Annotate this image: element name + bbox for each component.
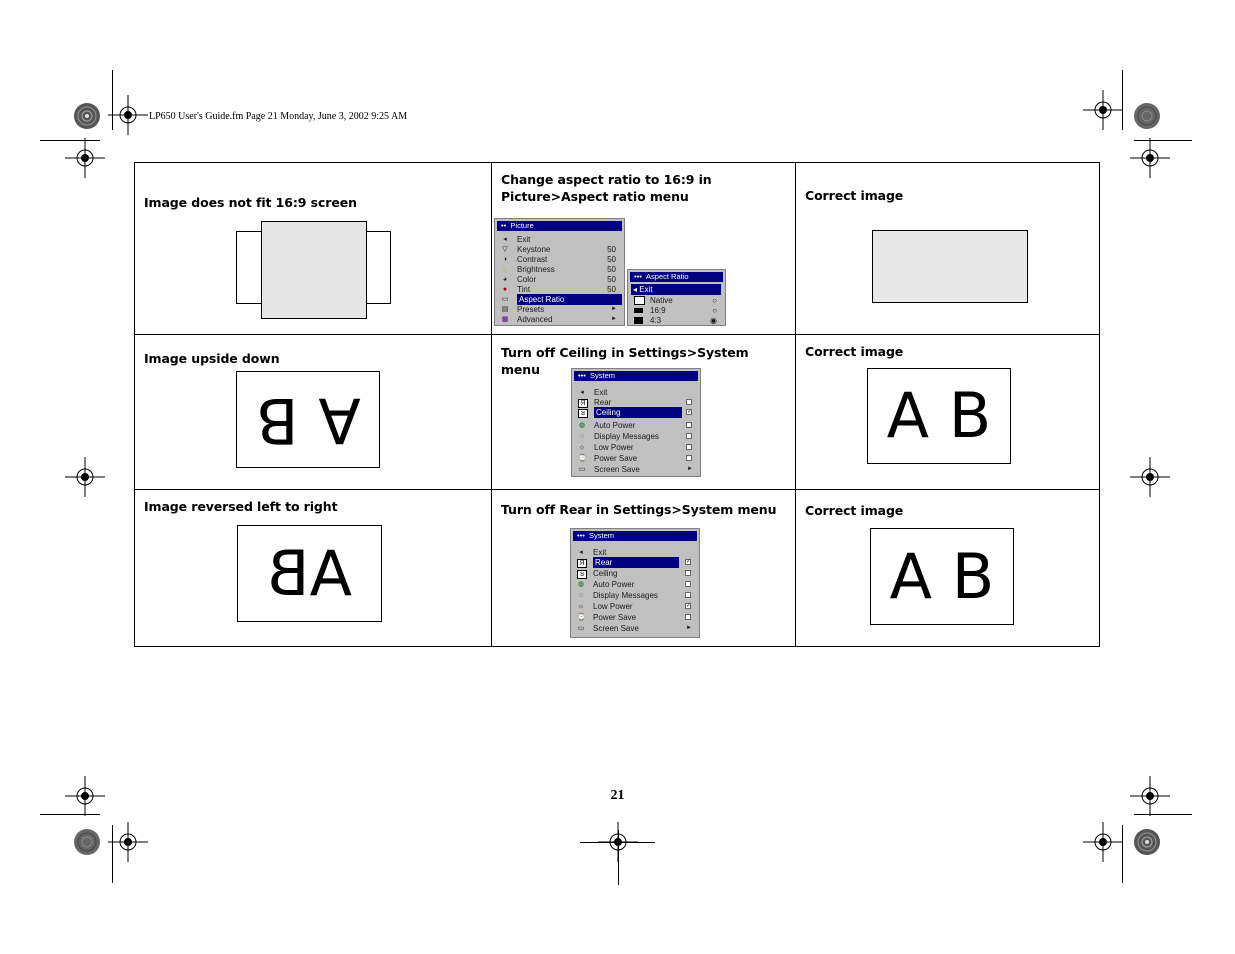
back-arrow-icon: ◂: [579, 549, 583, 556]
widescreen-icon: [634, 308, 643, 313]
ceiling-icon: ᴚ: [577, 570, 587, 579]
ceiling-checkbox[interactable]: [685, 570, 691, 576]
menu-item-screen-save[interactable]: ▭ Screen Save ►: [578, 465, 693, 474]
radio-icon: ○: [712, 306, 717, 315]
lamp-icon: ☼: [578, 444, 586, 451]
low-power-checkbox[interactable]: ✓: [686, 603, 692, 609]
display-messages-icon: ◌: [578, 592, 584, 599]
registration-target-icon: [65, 457, 105, 497]
troubleshooting-table: [134, 162, 1100, 647]
screen-save-icon: ▭: [578, 466, 586, 473]
row-divider: [135, 334, 1099, 335]
presets-icon: ▤: [501, 306, 509, 313]
reversed-image-illustration: [237, 525, 382, 622]
display-messages-checkbox[interactable]: [686, 433, 692, 439]
aspect-icon: ▭: [501, 296, 509, 303]
standard-screen-icon: [634, 317, 643, 324]
brightness-icon: ☼: [501, 266, 509, 273]
registration-target-icon: [108, 822, 148, 862]
menu-item-auto-power[interactable]: ◍ Auto Power: [571, 579, 699, 590]
registration-target-icon: [108, 95, 148, 135]
rear-icon: Я: [578, 399, 588, 408]
color-bar-rosette-icon: [1133, 102, 1161, 130]
mirrored-letters: AB: [267, 536, 352, 610]
correct-image-illustration: [872, 230, 1028, 303]
menu-item-contrast[interactable]: ◑ Contrast 50: [502, 255, 616, 264]
menu-item-low-power[interactable]: ☼ Low Power ✓: [577, 602, 692, 611]
contrast-icon: ◑: [502, 256, 508, 263]
back-arrow-icon: ◂: [503, 236, 507, 243]
problem-label: Image does not fit 16:9 screen: [144, 195, 357, 210]
menu-item-brightness[interactable]: ☼ Brightness 50: [501, 265, 616, 274]
picture-menu-title: •• Picture: [497, 221, 622, 231]
menu-item-ceiling[interactable]: ᴚ Ceiling ✓: [572, 407, 700, 418]
low-power-checkbox[interactable]: [686, 444, 692, 450]
solution-label: Change aspect ratio to 16:9 in Picture>Aspect ratio menu: [501, 172, 712, 204]
rear-checkbox[interactable]: [686, 399, 692, 405]
power-save-icon: ⌚: [577, 614, 586, 621]
system-menu-title: ••• System: [573, 531, 697, 541]
crop-mark: [618, 830, 619, 885]
menu-item-rear[interactable]: Я Rear ✓: [571, 557, 699, 568]
keystone-icon: ▽: [502, 246, 508, 253]
menu-item-exit[interactable]: ◂ Exit: [495, 234, 624, 245]
power-save-checkbox[interactable]: [686, 455, 692, 461]
aspect-item-exit[interactable]: [628, 284, 725, 295]
page-number: 21: [610, 788, 625, 803]
auto-power-checkbox[interactable]: [686, 422, 692, 428]
system-menu: [571, 368, 701, 477]
result-label: Correct image: [805, 503, 904, 518]
aspect-ratio-menu-title: ••• Aspect Ratio: [630, 272, 723, 282]
radio-icon: ○: [712, 296, 717, 305]
menu-item-color[interactable]: ◕ Color 50: [502, 275, 616, 284]
color-bar-rosette-icon: [73, 102, 101, 130]
registration-target-icon: [1130, 457, 1170, 497]
native-frame-icon: [634, 296, 645, 305]
advanced-icon: ▦: [501, 316, 509, 323]
rotated-letters: A B: [255, 383, 361, 457]
menu-item-rear[interactable]: Я Rear: [572, 397, 700, 408]
aspect-item-native[interactable]: Native ○: [628, 295, 725, 306]
menu-item-aspect-ratio[interactable]: ▭ Aspect Ratio: [495, 294, 624, 305]
upside-down-image-illustration: [236, 371, 380, 468]
submenu-arrow-icon: ►: [686, 625, 692, 631]
ceiling-checkbox[interactable]: ✓: [687, 409, 693, 415]
aspect-ratio-menu: [627, 269, 726, 326]
lamp-icon: ☼: [577, 603, 585, 610]
solution-label: Turn off Ceiling in Settings>System menu: [501, 345, 749, 377]
menu-item-display-messages[interactable]: ◌ Display Messages: [571, 590, 699, 601]
solution-label: Turn off Rear in Settings>System menu: [501, 502, 777, 517]
picture-menu: [494, 218, 625, 326]
registration-target-icon: [65, 138, 105, 178]
menu-item-advanced[interactable]: ▦ Advanced ►: [501, 315, 617, 324]
menu-item-auto-power[interactable]: ◍ Auto Power: [572, 420, 700, 431]
correct-image-illustration: [867, 368, 1011, 464]
tint-icon: ●: [502, 286, 508, 293]
back-arrow-icon: ◂ Exit: [631, 284, 721, 295]
back-arrow-icon: ◂: [580, 389, 584, 396]
color-icon: ◕: [502, 276, 508, 283]
menu-item-exit[interactable]: ◂ Exit: [572, 387, 700, 398]
auto-power-icon: ◍: [577, 581, 585, 588]
power-save-checkbox[interactable]: [685, 614, 691, 620]
color-bar-rosette-icon: [73, 828, 101, 856]
menu-item-display-messages[interactable]: ◌ Display Messages: [572, 431, 700, 442]
column-divider: [795, 163, 796, 646]
projected-image: [261, 221, 367, 319]
auto-power-checkbox[interactable]: [685, 581, 691, 587]
row-divider: [135, 489, 1099, 490]
problem-label: Image upside down: [144, 351, 280, 366]
problem-label: Image reversed left to right: [144, 499, 338, 514]
menu-item-power-save[interactable]: ⌚ Power Save: [571, 612, 699, 623]
registration-target-icon: [1130, 138, 1170, 178]
upright-letters: A B: [886, 379, 992, 452]
submenu-arrow-icon: ►: [611, 316, 617, 322]
rear-checkbox[interactable]: ✓: [686, 559, 692, 565]
menu-item-tint[interactable]: ● Tint 50: [502, 285, 616, 294]
menu-item-keystone[interactable]: ▽ Keystone 50: [502, 245, 616, 254]
aspect-item-4-3[interactable]: 4:3 ◉: [628, 315, 725, 326]
submenu-arrow-icon: ►: [687, 466, 693, 472]
menu-item-screen-save[interactable]: ▭ Screen Save ►: [577, 624, 692, 633]
display-messages-checkbox[interactable]: [685, 592, 691, 598]
registration-target-icon: [1083, 822, 1123, 862]
system-menu: [570, 528, 700, 638]
menu-item-ceiling[interactable]: ᴚ Ceiling: [571, 568, 699, 579]
aspect-item-16-9[interactable]: 16:9 ○: [628, 305, 725, 316]
display-messages-icon: ◌: [579, 433, 585, 440]
color-bar-rosette-icon: [1133, 828, 1161, 856]
submenu-arrow-icon: ►: [611, 306, 617, 312]
ceiling-icon: ᴚ: [578, 409, 588, 418]
system-menu-title: ••• System: [574, 371, 698, 381]
menu-item-presets[interactable]: ▤ Presets ►: [501, 305, 617, 314]
menu-item-low-power[interactable]: ☼ Low Power: [572, 442, 700, 453]
rear-icon: Я: [577, 559, 587, 568]
result-label: Correct image: [805, 344, 904, 359]
upright-letters: A B: [889, 539, 995, 613]
result-label: Correct image: [805, 188, 904, 203]
menu-item-exit[interactable]: ◂ Exit: [571, 547, 699, 558]
file-header: LP650 User's Guide.fm Page 21 Monday, June 3, 2002 9:25 AM: [149, 111, 408, 122]
screen-save-icon: ▭: [577, 625, 585, 632]
registration-target-icon: [1083, 90, 1123, 130]
power-save-icon: ⌚: [578, 455, 587, 462]
auto-power-icon: ◍: [578, 422, 586, 429]
menu-item-power-save[interactable]: ⌚ Power Save: [572, 453, 700, 464]
correct-image-illustration: [870, 528, 1014, 625]
radio-selected-icon: ◉: [710, 316, 717, 325]
column-divider: [491, 163, 492, 646]
